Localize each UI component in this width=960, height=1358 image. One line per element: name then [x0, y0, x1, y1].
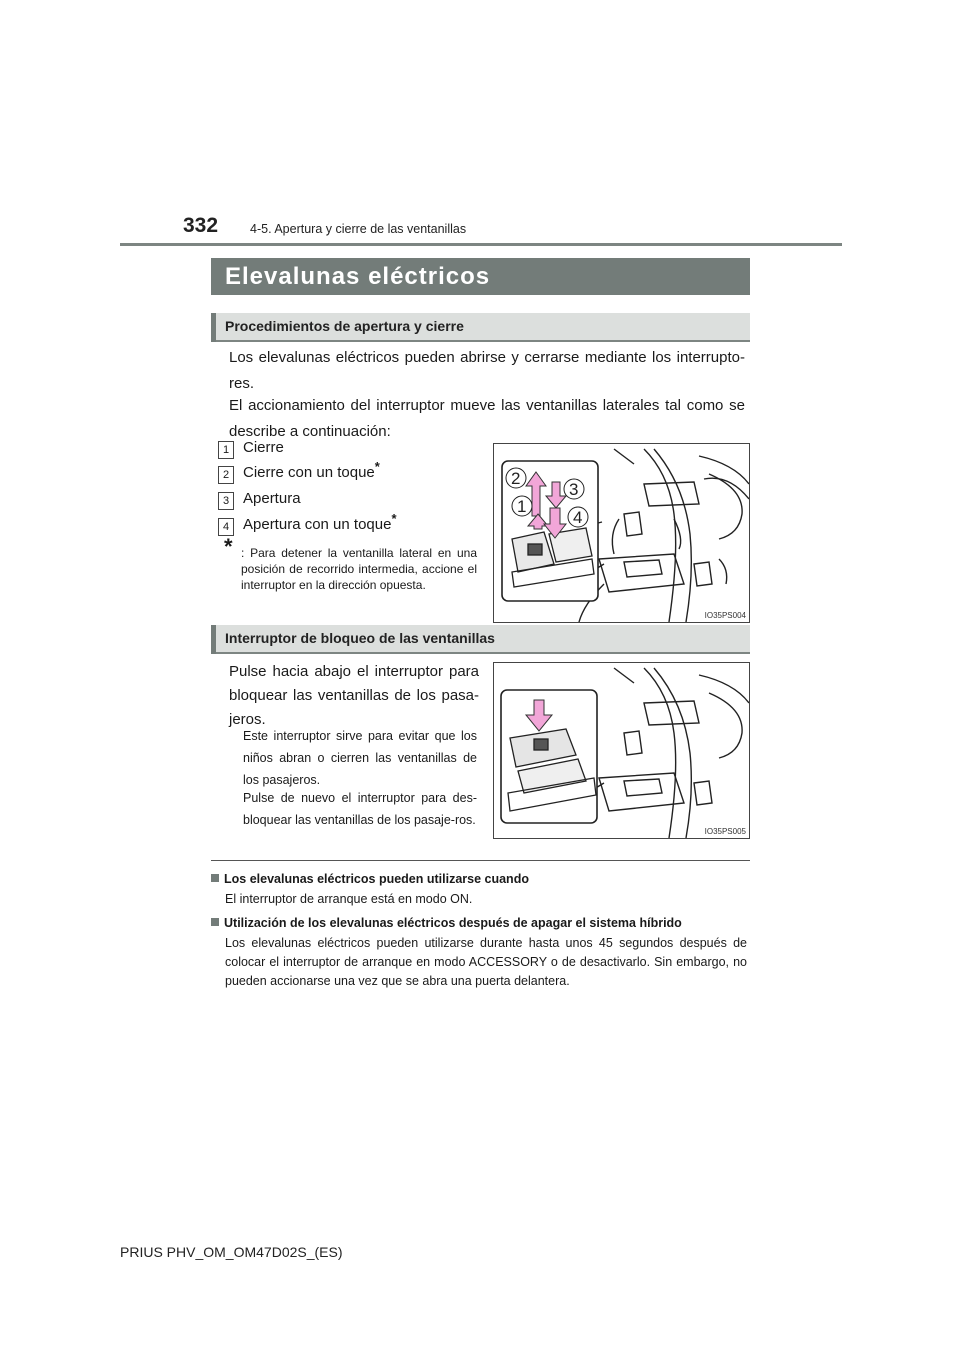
- note-body: El interruptor de arranque está en modo ON.: [225, 892, 473, 906]
- document-code: PRIUS PHV_OM_OM47D02S_(ES): [120, 1244, 343, 1260]
- lock-switch-illustration: [494, 663, 749, 838]
- section-heading-label: Procedimientos de apertura y cierre: [225, 318, 464, 334]
- figure-callout-2: 2: [511, 469, 521, 488]
- page-title-bar: [211, 258, 750, 295]
- item-label: Apertura con un toque: [243, 516, 392, 533]
- window-switch-illustration: [494, 444, 749, 622]
- figure-code: IO35PS005: [704, 827, 746, 836]
- note-body: Los elevalunas eléctricos pueden utilizarse durante hasta unos 45 segundos después de colocar el interruptor de arranque en modo ACCESSORY o de desactivarlo. Sin embargo, no pueden accionarse una vez que se abra una puerta delantera.: [225, 936, 747, 988]
- note-heading: Los elevalunas eléctricos pueden utilizarse cuando: [211, 872, 529, 886]
- item-number-box: 2: [218, 466, 234, 484]
- item-label: Apertura: [243, 490, 301, 507]
- item-star: *: [374, 459, 380, 474]
- section-heading-label: Interruptor de bloqueo de las ventanillas: [225, 630, 495, 646]
- breadcrumb: 4-5. Apertura y cierre de las ventanillas: [250, 222, 467, 236]
- header-rule: [120, 243, 842, 246]
- intro-paragraph: Los elevalunas eléctricos pueden abrirse y cerrarse mediante los interrupto-res.: [229, 349, 745, 392]
- figure-callout-4: 4: [573, 508, 583, 527]
- lock-note-unlock: Pulse de nuevo el interruptor para des-bloquear las ventanillas de los pasaje-ros.: [243, 791, 477, 827]
- lock-paragraph: Pulse hacia abajo el interruptor para bloquear las ventanillas de los pasa-jeros.: [229, 663, 479, 728]
- bullet-square-icon: [211, 874, 219, 882]
- page-number: 332: [183, 214, 219, 237]
- description-paragraph: El accionamiento del interruptor mueve las ventanillas laterales tal como se describe a continuación:: [229, 397, 745, 440]
- footnote-text: : Para detener la ventanilla lateral en una posición de recorrido intermedia, accione el interruptor en la dirección opuesta.: [241, 546, 477, 592]
- item-number-box: 1: [218, 441, 234, 459]
- item-star: *: [391, 511, 397, 526]
- item-label: Cierre: [243, 439, 284, 456]
- figure-lock-switch: [493, 662, 750, 839]
- bullet-square-icon: [211, 918, 219, 926]
- item-label: Cierre con un toque: [243, 464, 375, 481]
- figure-callout-3: 3: [569, 480, 579, 499]
- section-heading-procedures: [211, 313, 750, 342]
- item-number-box: 3: [218, 492, 234, 510]
- figure-code: IO35PS004: [704, 611, 746, 620]
- note-heading: Utilización de los elevalunas eléctricos después de apagar el sistema híbrido: [211, 916, 682, 930]
- footnote-star: *: [224, 534, 233, 559]
- figure-callout-1: 1: [517, 497, 527, 516]
- lock-note-children: Este interruptor sirve para evitar que los niños abran o cierren las ventanillas de los pasajeros.: [243, 729, 477, 787]
- notes-divider: [211, 860, 750, 861]
- figure-window-switch: [493, 443, 750, 623]
- section-heading-window-lock: [211, 625, 750, 654]
- footnote: [224, 534, 477, 593]
- item-number-box: 4: [218, 518, 234, 536]
- page-title: Elevalunas eléctricos: [225, 263, 491, 290]
